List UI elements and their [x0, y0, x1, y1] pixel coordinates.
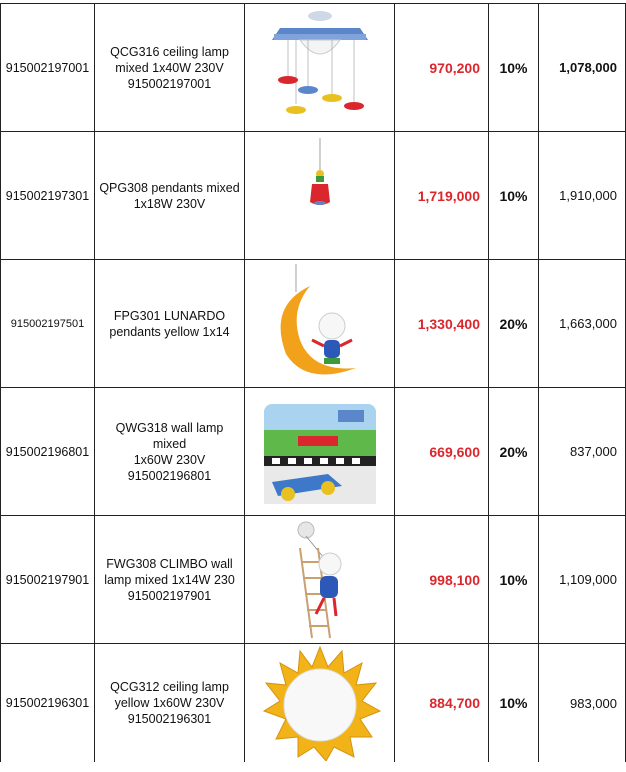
discount: 10%: [489, 516, 539, 644]
discount: 20%: [489, 260, 539, 388]
table-row: [1, 132, 626, 260]
product-code: 915002197001: [1, 4, 95, 132]
product-description: [95, 644, 245, 763]
sun-ceiling-lamp-image: [258, 645, 382, 761]
description-line: 915002197001: [127, 76, 212, 91]
original-price: 1,663,000: [539, 260, 626, 388]
description-line: QWG318 wall lamp mixed: [115, 420, 224, 451]
table-row: [1, 516, 626, 644]
description-line: 1x18W 230V: [133, 196, 206, 211]
table-row: [1, 260, 626, 388]
description-line: mixed 1x40W 230V: [115, 60, 224, 75]
description-line: 1x60W 230V: [133, 452, 206, 467]
description-line: lamp mixed 1x14W 230: [104, 572, 235, 587]
sale-price: 998,100: [395, 516, 489, 644]
description-line: yellow 1x60W 230V: [114, 696, 225, 710]
discount: 10%: [489, 644, 539, 763]
sale-price: 970,200: [395, 4, 489, 132]
original-price: 1,109,000: [539, 516, 626, 644]
product-description: [95, 132, 245, 260]
table-row: [1, 4, 626, 132]
description-line: 915002196801: [127, 468, 212, 483]
product-code: 915002196301: [1, 644, 95, 763]
racing-car-wall-lamp-image: [258, 390, 382, 514]
description-line: 915002196301: [127, 712, 212, 726]
product-code: 915002197301: [1, 132, 95, 260]
product-price-table: [0, 3, 626, 762]
description-line: pendants yellow 1x14: [109, 324, 230, 339]
product-image-cell: [245, 260, 395, 388]
moon-pendant-lamp-image: [260, 262, 380, 386]
product-image-cell: [245, 516, 395, 644]
product-image-cell: [245, 4, 395, 132]
original-price: 1,910,000: [539, 132, 626, 260]
sale-price: 1,330,400: [395, 260, 489, 388]
description-line: FPG301 LUNARDO: [113, 308, 226, 323]
pendant-lamp-image: [290, 134, 350, 258]
airplane-ceiling-lamp-image: [260, 6, 380, 130]
table-row: [1, 388, 626, 516]
product-code: 915002196801: [1, 388, 95, 516]
sale-price: 884,700: [395, 644, 489, 763]
discount: 10%: [489, 4, 539, 132]
product-image-cell: [245, 132, 395, 260]
original-price: 983,000: [539, 644, 626, 763]
description-line: QPG308 pendants mixed: [99, 180, 240, 195]
discount: 10%: [489, 132, 539, 260]
product-description: [95, 388, 245, 516]
product-description: [95, 4, 245, 132]
product-image-cell: [245, 388, 395, 516]
discount: 20%: [489, 388, 539, 516]
original-price: 1,078,000: [539, 4, 626, 132]
sale-price: 669,600: [395, 388, 489, 516]
description-line: FWG308 CLIMBO wall: [106, 556, 233, 571]
sale-price: 1,719,000: [395, 132, 489, 260]
original-price: 837,000: [539, 388, 626, 516]
climber-wall-lamp-image: [280, 518, 360, 642]
product-image-cell: [245, 644, 395, 763]
product-code: 915002197901: [1, 516, 95, 644]
description-line: QCG316 ceiling lamp: [110, 44, 229, 59]
product-description: [95, 516, 245, 644]
table-row: [1, 644, 626, 763]
product-description: [95, 260, 245, 388]
description-line: 915002197901: [127, 588, 212, 603]
product-code: 915002197501: [1, 260, 95, 388]
description-line: QCG312 ceiling lamp: [110, 680, 229, 694]
